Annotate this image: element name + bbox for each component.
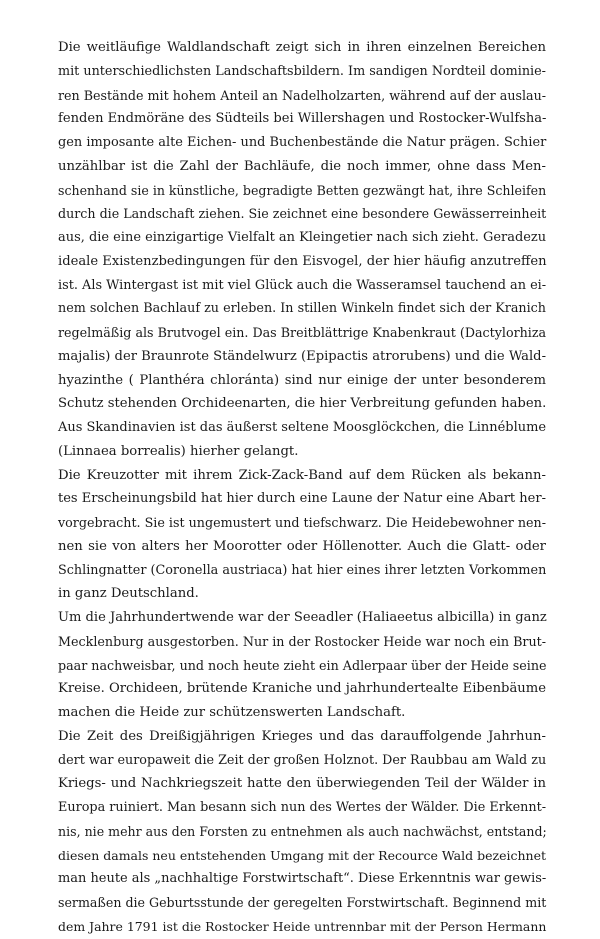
text-line: schenhand sie in künstliche, begradigte Betten gezwängt hat, ihre Schleifen (58, 182, 547, 198)
text-line: Schlingnatter (Coronella austriaca) hat hier eines ihrer letzten Vorkommen (58, 562, 547, 578)
text-line: Die weitläufige Waldlandschaft zeigt sich in ihren einzelnen Bereichen (58, 40, 546, 55)
text-line: aus, die eine einzigartige Vielfalt an Kleingetier nach sich zieht. Geradezu (58, 230, 547, 245)
text-line: paar nachweisbar, und noch heute zieht ein Adlerpaar über der Heide seine (58, 657, 547, 673)
text-line: regelmäßig als Brutvogel ein. Das Breitblättrige Knabenkraut (Dactylorhiza (58, 325, 547, 340)
paragraph (58, 36, 546, 464)
text-line: Aus Skandinavien ist das äußerst seltene Moosglöckchen, die Linnéblume (58, 420, 547, 435)
text-line: vorgebracht. Sie ist ungemustert und tiefschwarz. Die Heidebewohner nen- (58, 515, 546, 530)
text-line: gen imposante alte Eichen- und Buchenbestände die Natur prägen. Schier (58, 135, 547, 150)
text-line: dert war europaweit die Zeit der großen Holznot. Der Raubbau am Wald zu (58, 752, 547, 768)
paragraph (58, 464, 546, 607)
text-line: Kreise. Orchideen, brütende Kraniche und jahrhundertealte Eibenbäume (58, 681, 546, 697)
text-line: dem Jahre 1791 ist die Rostocker Heide untrennbar mit der Person Hermann (58, 918, 547, 934)
text-line: ren Bestände mit hohem Anteil an Nadelholzarten, während auf der auslau- (58, 87, 547, 103)
text-line: hyazinthe ( Planthéra chloránta) sind nur einige der unter besonderem (58, 372, 546, 388)
text-line: man heute als „nachhaltige Forstwirtschaft“. Diese Erkenntnis war gewis- (58, 871, 547, 887)
text-line: in ganz Deutschland. (58, 586, 199, 602)
text-line: Schutz stehenden Orchideenarten, die hier Verbreitung gefunden haben. (58, 396, 547, 412)
text-line: Um die Jahrhundertwende war der Seeadler (Haliaeetus albicilla) in ganz (58, 610, 547, 625)
paragraph (58, 725, 546, 939)
paragraph (58, 606, 546, 725)
text-line: nem solchen Bachlauf zu erleben. In stillen Winkeln findet sich der Kranich (58, 301, 546, 317)
text-line: durch die Landschaft ziehen. Sie zeichnet eine besondere Gewässerreinheit (58, 206, 547, 222)
text-line: unzählbar ist die Zahl der Bachläufe, die noch immer, ohne dass Men- (58, 158, 546, 174)
text-line: (Linnaea borrealis) hierher gelangt. (58, 443, 299, 459)
text-line: sermaßen die Geburtsstunde der geregelten Forstwirtschaft. Beginnend mit (58, 895, 547, 910)
text-line: Europa ruiniert. Man besann sich nun des Wertes der Wälder. Die Erkennt- (58, 800, 547, 815)
text-line: Die Kreuzotter mit ihrem Zick-Zack-Band auf dem Rücken als bekann- (58, 467, 546, 483)
text-line: diesen damals neu entstehenden Umgang mit der Recource Wald bezeichnet (58, 847, 546, 863)
text-line: Mecklenburg ausgestorben. Nur in der Rostocker Heide war noch ein Brut- (58, 633, 547, 649)
text-line: Die Zeit des Dreißigjährigen Krieges und das darauffolgende Jahrhun- (58, 728, 546, 744)
text-line: machen die Heide zur schützenswerten Landschaft. (58, 705, 406, 720)
text-line: mit unterschiedlichsten Landschaftsbildern. Im sandigen Nordteil dominie- (58, 63, 546, 79)
text-line: tes Erscheinungsbild hat hier durch eine Laune der Natur eine Abart her- (58, 491, 546, 507)
text-line: nen sie von alters her Moorotter oder Höllenotter. Auch die Glatt- oder (58, 538, 546, 554)
text-line: ideale Existenzbedingungen für den Eisvogel, der hier häufig anzutreffen (58, 253, 547, 269)
text-line: majalis) der Braunrote Ständelwurz (Epipactis atrorubens) und die Wald- (58, 348, 546, 364)
text-line: fenden Endmöräne des Südteils bei Willershagen und Rostocker-Wulfsha- (58, 111, 547, 127)
text-line: ist. Als Wintergast ist mit viel Glück auch die Wasseramsel tauchend an ei- (58, 277, 547, 293)
text-line: nis, nie mehr aus den Forsten zu entnehmen als auch nachwächst, entstand; (58, 823, 547, 839)
body-text (58, 36, 546, 939)
text-line: Kriegs- und Nachkriegszeit hatte den überwiegenden Teil der Wälder in (58, 776, 546, 792)
